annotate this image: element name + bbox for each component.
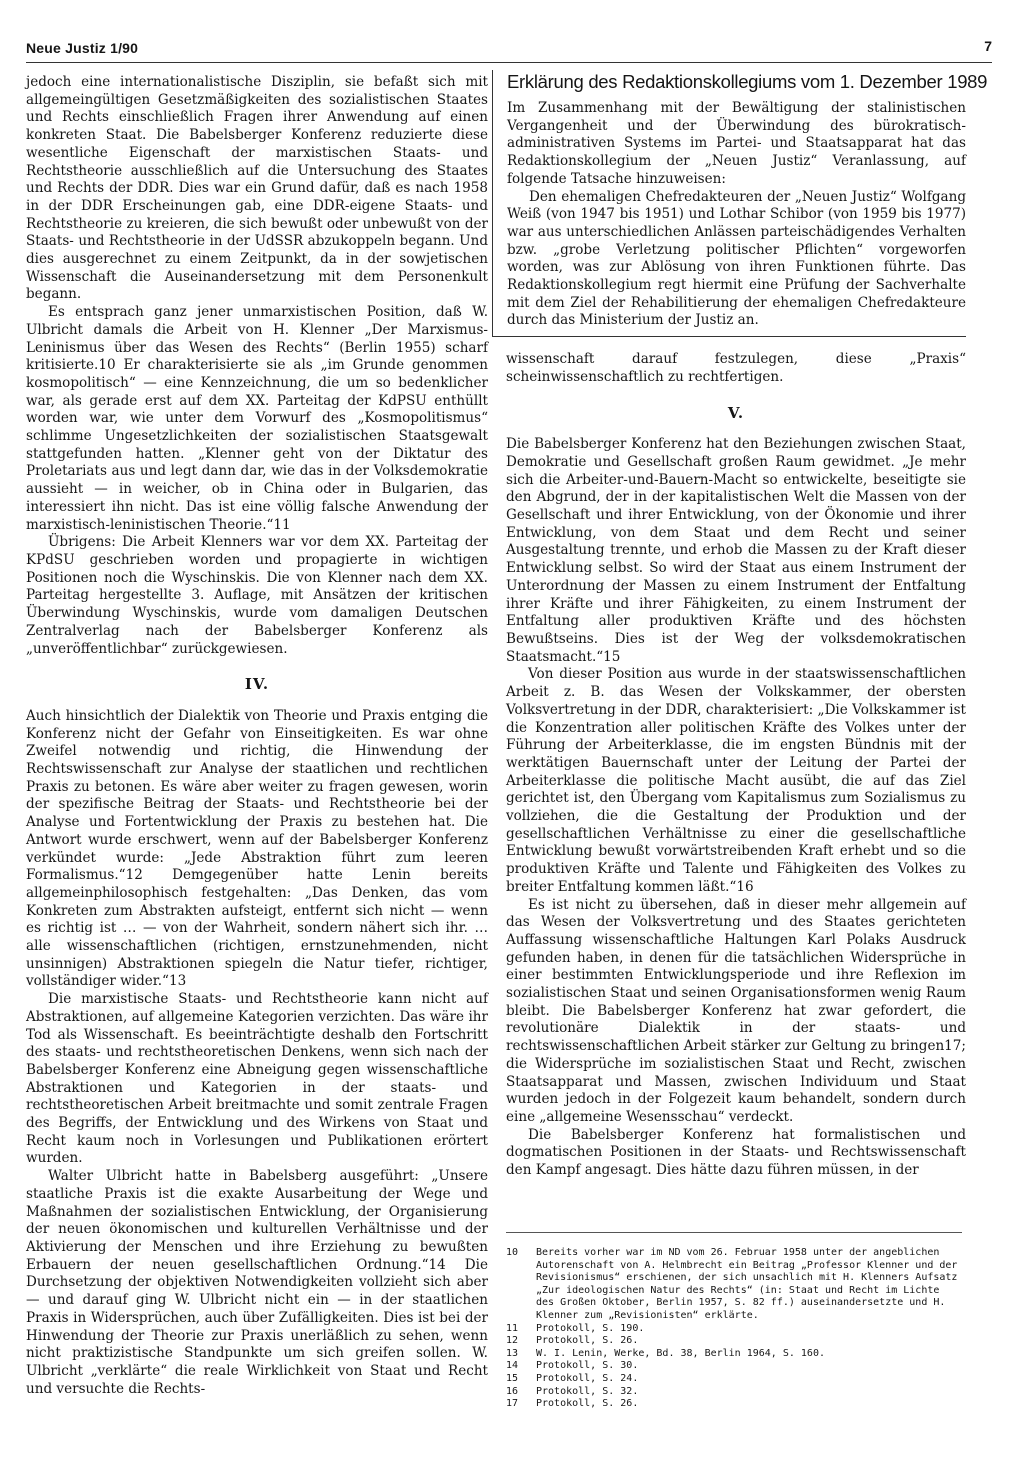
footnote <box>506 1348 962 1361</box>
footnote-number: 13 <box>506 1347 519 1359</box>
section-heading-v: V. <box>727 403 745 422</box>
paragraph: wissenschaft darauf festzulegen, diese „Praxis“ scheinwissenschaftlich zu rechtfertigen. <box>506 351 966 385</box>
footnote-number: 14 <box>506 1360 519 1372</box>
footnote-number: 11 <box>506 1322 519 1334</box>
footnote-number: 15 <box>506 1372 519 1384</box>
paragraph: Die Babelsberger Konferenz hat den Beziehungen zwischen Staat, Demokratie und Gesellschaft großen Raum gewidmet. „Je mehr sich die Arbeiter-und-Bauern-Macht so entwickelte, beseitigte sie den Abgrund, der in der kapitalistischen Welt die Massen von der Gesellschaft und ihrer Entwicklung, von der Ökonomie und ihrer Entwicklung, von dem Staat und dem Recht und seiner Ausgestaltung trennte, und erhob die Massen zu der Kraft dieser Entwicklung selbst. So wird der Staat aus einem Instrument der Unterordnung der Massen zu einem Instrument der Entfaltung ihrer Kräfte und ihrer Fähigkeiten, zu einem Instrument der Entfaltung aller produktiven Kräfte und des höchsten Bewußtseins. Dies ist der Weg der volksdemokratischen Staatsmacht.“15 <box>506 436 966 665</box>
footnote <box>506 1247 962 1323</box>
footnote-text: Protokoll, S. 30. <box>536 1360 639 1372</box>
right-column <box>506 71 988 1180</box>
paragraph: Auch hinsichtlich der Dialektik von Theorie und Praxis entging die Konferenz nicht der Gefahr von Einseitigkeiten. Es war ohne Zweifel notwendig und richtig, die Hinwendung der Rechtswissenschaft zur Analyse der staatlichen und rechtlichen Praxis zu betonen. Es wäre aber weiter zu fragen gewesen, worin der spezifische Beitrag der Staats- und Rechtstheorie bei der Analyse und Fortentwicklung der Praxis zu bestehen hat. Die Antwort wurde erschwert, wenn auf der Babelsberger Konferenz verkündet wurde: „Jede Abstraktion führt zum leeren Formalismus.“12 Demgegenüber hatte Lenin bereits allgemeinphilosophisch festgehalten: „Das Denken, das vom Konkreten zum Abstrakten aufsteigt, entfernt sich nicht — wenn es richtig ist … — von der Wahrheit, sondern nähert sich ihr. … alle wissenschaftlichen (richtigen, ernstzunehmenden, nicht unsinnigen) Abstraktionen spiegeln die Natur tiefer, richtiger, vollständiger wider.“13 <box>26 707 488 990</box>
footnote <box>506 1398 962 1411</box>
footnote-text: Bereits vorher war im ND vom 26. Februar 1958 unter der angeblichen Autorenschaft von A. Helmbrecht ein Beitrag „Professor Klenner und der Revisionismus“ erschienen, der sich unsachlich mit H. Klenners Aufsatz „Zur ideologischen Natur des Rechts“ (in: Staat und Recht im Lichte des Großen Oktober, Berlin 1957, S. 82 ff.) auseinandersetzte und H. Klenner zum „Revisionisten“ erklärte. <box>536 1247 958 1321</box>
editorial-statement-box <box>492 70 988 337</box>
paragraph: Walter Ulbricht hatte in Babelsberg ausgeführt: „Unsere staatliche Praxis ist die exakte Ausarbeitung der Wege und Maßnahmen der sozialistischen Entwicklung, der Organisierung der neuen ökonomischen und kulturellen Verhältnisse und der Aktivierung der Menschen und ihre Erziehung zu bewußten Erbauern der neuen gesellschaftlichen Ordnung.“14 Die Durchsetzung der objektiven Notwendigkeiten vollzieht sich aber — und darauf ging W. Ulbricht nicht ein — in der staatlichen Praxis in Widersprüchen, auch über Zufälligkeiten. Dies ist bei der Hinwendung der Theorie zur Praxis unerläßlich zu sehen, wenn nicht praktizistische Standpunkte um sich greifen sollen. W. Ulbricht „verklärte“ die reale Wirklichkeit von Staat und Recht und versuchte die Rechts- <box>26 1168 488 1397</box>
paragraph: jedoch eine internationalistische Disziplin, sie befaßt sich mit allgemeingültigen Gesetzmäßigkeiten des sozialistischen Staates und Rechts einschließlich Fragen ihrer Anwendung auf einen konkreten Staat. Die Babelsberger Konferenz reduzierte diese wesentliche Eigenschaft der marxistischen Staats- und Rechtstheorie ausschließlich auf die Untersuchung des Staates und Rechts der DDR. Dies war ein Grund dafür, daß es nach 1958 in der DDR Erscheinungen gab, eine DDR-eigene Staats- und Rechtstheorie zu kreieren, die sich bewußt oder unbewußt von der Staats- und Rechtstheorie in der UdSSR abzukoppeln begann. Und dies ausgerechnet zu einem Zeitpunkt, da in der sowjetischen Wissenschaft die Auseinandersetzung mit dem Personenkult begann. <box>26 74 488 303</box>
page-header <box>26 38 992 63</box>
journal-title: Neue Justiz 1/90 <box>26 40 139 56</box>
footnote <box>506 1360 962 1373</box>
footnote-number: 16 <box>506 1385 519 1397</box>
left-column <box>26 74 488 1398</box>
footnote <box>506 1373 962 1386</box>
paragraph: Von dieser Position aus wurde in der staatswissenschaftlichen Arbeit z. B. das Wesen der Volkskammer, der obersten Volksvertretung in der DDR, charakterisiert: „Die Volkskammer ist die Konzentration aller politischen Kräfte des Volkes unter der Führung der Arbeiterklasse, die im engsten Bündnis mit der werktätigen Bauernschaft unter der Leitung der Partei der Arbeiterklasse die politische Macht ausübt, die auf das Ziel gerichtet ist, den Übergang vom Kapitalismus zum Sozialismus zu vollziehen, die die Gestaltung der Produktion und der gesellschaftlichen Verhältnisse zu einer die gesellschaftliche Entwicklung bewußt vorwärtstreibenden Kraft erhebt und so die produktiven Kräfte und Talente und Fähigkeiten des Volkes zu breiter Entfaltung kommen läßt.“16 <box>506 666 966 895</box>
paragraph: Übrigens: Die Arbeit Klenners war vor dem XX. Parteitag der KPdSU geschrieben worden und propagierte in wichtigen Positionen noch die Wyschinskis. Die von Klenner nach dem XX. Parteitag hergestellte 3. Auflage, mit Ansätzen der kritischen Überwindung Wyschinskis, wurde vom damaligen Deutschen Zentralverlag nach der Babelsberger Konferenz als „unveröffentlichbar“ zurückgewiesen. <box>26 534 488 657</box>
page-number: 7 <box>984 38 992 54</box>
paragraph: Im Zusammenhang mit der Bewältigung der stalinistischen Vergangenheit und der Überwindung des bürokratisch-administrativen Systems im Partei- und Staatsapparat hat das Redaktionskollegium der „Neuen Justiz“ Veranlassung, auf folgende Tatsache hinzuweisen: <box>507 100 966 187</box>
footnote-number: 17 <box>506 1398 519 1410</box>
footnote-text: Protokoll, S. 32. <box>536 1385 639 1397</box>
footnote-text: W. I. Lenin, Werke, Bd. 38, Berlin 1964, S. 160. <box>536 1347 825 1359</box>
footnotes <box>506 1232 962 1411</box>
footnote <box>506 1335 962 1348</box>
statement-title: Erklärung des Redaktionskollegiums vom 1. Dezember 1989 <box>507 71 988 92</box>
paragraph: Es ist nicht zu übersehen, daß in dieser mehr allgemein auf das Wesen der Volksvertretung und des Staates gerichteten Auffassung wissenschaftliche Haltungen Karl Polaks Ausdruck gefunden haben, in denen für die tatsächlichen Widersprüche in einer bestimmten Entwicklungsperiode und ihre Reflexion im sozialistischen Staat und seinen Organisationsformen wenig Raum bleibt. Die Babelsberger Konferenz hat zwar gefordert, die revolutionäre Dialektik in der staats- und rechtswissenschaftlichen Arbeit stärker zur Geltung zu bringen17; die Widersprüche im sozialistischen Staat und Recht, zwischen Staatsapparat und Massen, zwischen Individuum und Staat wurden jedoch in der Folgezeit kaum behandelt, sondern durch eine „allgemeine Wesensschau“ verdeckt. <box>506 896 966 1125</box>
paragraph: Die marxistische Staats- und Rechtstheorie kann nicht auf Abstraktionen, auf allgemeine Kategorien verzichten. Das wäre ihr Tod als Wissenschaft. Es beeinträchtigte deshalb den Fortschritt des staats- und rechtstheoretischen Denkens, wenn sich nach der Babelsberger Konferenz eine Abneigung gegen wissenschaftliche Abstraktionen und Kategorien in der staats- und rechtstheoretischen Arbeit breitmachte und somit zentrale Fragen des Begriffs, der Entwicklung und des Wirkens von Staat und Recht kaum noch in Vorlesungen und Publikationen erörtert wurden. <box>26 991 488 1167</box>
footnote-number: 10 <box>506 1247 519 1258</box>
paragraph: Die Babelsberger Konferenz hat formalistischen und dogmatischen Positionen in der Staats- und Rechtswissenschaft den Kampf angesagt. Dies hätte dazu führen müssen, in der <box>506 1126 966 1179</box>
section-heading-iv: IV. <box>244 675 270 694</box>
paragraph: Den ehemaligen Chefredakteuren der „Neuen Justiz“ Wolfgang Weiß (von 1947 bis 1951) und Lothar Schibor (von 1959 bis 1977) war aus unterschiedlichen Anlässen parteischädigendes Verhalten bzw. „grobe Verletzung politischer Pflichten“ vorgeworfen worden, was zur Ablösung von ihren Funktionen führte. Das Redaktionskollegium regt hiermit eine Prüfung der Sachverhalte mit dem Ziel der Rehabilitierung der ehemaligen Chefredakteure durch das Ministerium der Justiz an. <box>507 188 966 329</box>
footnote-text: Protokoll, S. 24. <box>536 1372 639 1384</box>
footnote <box>506 1386 962 1399</box>
footnote-text: Protokoll, S. 26. <box>536 1398 639 1410</box>
footnote-text: Protokoll, S. 190. <box>536 1322 645 1334</box>
paragraph: Es entsprach ganz jener unmarxistischen Position, daß W. Ulbricht damals die Arbeit von H. Klenner „Der Marxismus-Leninismus über das Wesen des Rechts“ (Berlin 1955) scharf kritisierte.10 Er charakterisierte sie als „im Grunde genommen kosmopolitisch“ — eine Kennzeichnung, die um so bedenklicher war, als gerade erst auf dem XX. Parteitag der KdPSU enthüllt worden war, wie unter dem Vorwurf des „Kosmopolitismus“ schlimme Ungesetzlichkeiten der sozialistischen Staatsgewalt stattgefunden hatten. „Klenner geht von der Diktatur des Proletariats aus und legt dann dar, wie das in der Volksdemokratie aussieht — in weicher, ob in China oder in Bulgarien, das interessiert ihn nicht. Das ist eine völlig falsche Anwendung der marxistisch-leninistischen Theorie.“11 <box>26 304 488 533</box>
footnote-text: Protokoll, S. 26. <box>536 1335 639 1347</box>
footnote <box>506 1323 962 1336</box>
footnote-number: 12 <box>506 1335 519 1347</box>
